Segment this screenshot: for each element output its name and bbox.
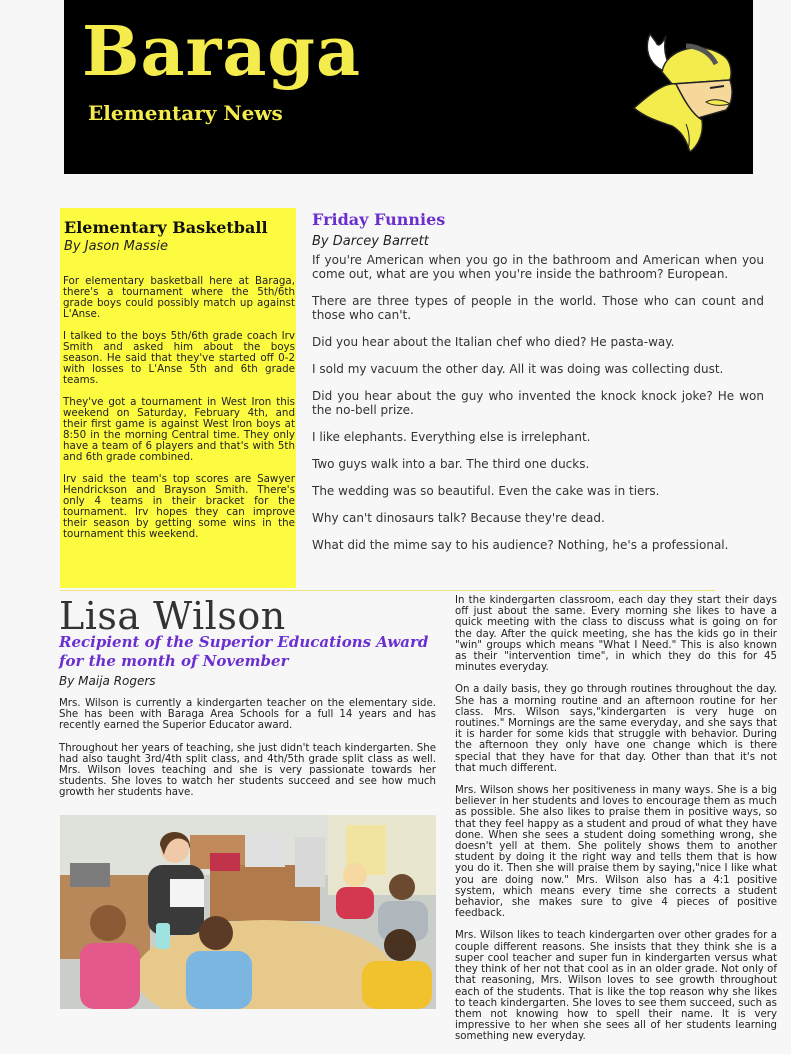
paragraph: For elementary basketball here at Baraga, there's a tournament where the 5th/6th grade boys could possibly match up against L'Anse. (63, 275, 295, 320)
feature-title: Lisa Wilson (59, 594, 286, 638)
joke: The wedding was so beautiful. Even the cake was in tiers. (312, 484, 660, 498)
basketball-article (63, 276, 295, 551)
paragraph: Throughout her years of teaching, she just didn't teach kindergarten. She had also taught 3rd/4th split class, and 4th/5th grade split class as well. Mrs. Wilson loves teaching and she is very passionate towards her students. She loves to watch her students succeed and see how much growth her students have. (59, 742, 436, 799)
joke: What did the mime say to his audience? Nothing, he's a professional. (312, 538, 729, 552)
paragraph: On a daily basis, they go through routines throughout the day. She has a morning routine and an afternoon routine for her class. Mrs. Wilson says,"kindergarten is very huge on routines." Mornings are the same everyday, and she says that it is harder for some kids that struggle with behavior. During the afternoon they only have one change which is there special that they have for that day. Other than that it's not that much different. (455, 684, 777, 774)
paragraph: They've got a tournament in West Iron this weekend on Saturday, February 4th, and their first game is against West Iron boys at 8:50 in the morning Central time. They only have a team of 6 players and that's with 5th and 6th grade combined. (63, 396, 295, 463)
paragraph: Irv said the team's top scores are Sawyer Hendrickson and Brayson Smith. There's only 4 teams in their bracket for the tournament. Irv hopes they can improve their season by getting some wins in the tournament this weekend. (63, 473, 295, 540)
joke: Why can't dinosaurs talk? Because they're dead. (312, 511, 605, 525)
paragraph: Mrs. Wilson shows her positiveness in many ways. She is a big believer in her students and loves to encourage them as much as possible. She also likes to praise them in positive ways, so that they feel happy as a student and proud of what they have done. When she sees a student doing something wrong, she doesn't yell at them. She politely shows them to another student by doing it the right way and tells them that is how you do it. Then she will praise them by saying,"nice I like what you are doing now." Mrs. Wilson also has a 4:1 positive system, which means every time she corrects a student behavior, she makes sure to give 4 pieces of positive feedback. (455, 785, 777, 920)
funnies-title: Friday Funnies (312, 210, 446, 229)
viking-mascot-icon (632, 22, 742, 152)
paragraph: Mrs. Wilson likes to teach kindergarten over other grades for a couple different reasons. She insists that they think she is a super cool teacher and super fun in kindergarten versus what they think of her not that cool as in an older grade. Not only of that reasoning, Mrs. Wilson loves to see growth throughout each of the students. That is like the top reason why she likes to teach kindergarten. She loves to see them succeed, such as them not knowing how to spell their name. It is very impressive to her when she sees all of her students learning something new everyday. (455, 930, 777, 1043)
joke: There are three types of people in the world. Those who can count and those who can't. (312, 294, 764, 322)
section-divider (60, 590, 715, 591)
basketball-title: Elementary Basketball (64, 218, 268, 237)
basketball-author: By Jason Massie (64, 239, 168, 254)
feature-right-column (455, 595, 777, 1054)
paragraph: In the kindergarten classroom, each day they start their days off just about the same. Every morning she likes to have a quick meeting with the class to discuss what is going on for the day. After the quick meeting, she has the kids go in their "win" groups which means "What I Need." This is also known as their "intervention time", in which they do this for 45 minutes everyday. (455, 595, 777, 674)
funnies-author: By Darcey Barrett (312, 234, 429, 249)
paragraph: Mrs. Wilson is currently a kindergarten teacher on the elementary side. She has been with Baraga Area Schools for a full 14 years and has recently earned the Superior Educator award. (59, 698, 436, 732)
joke: I sold my vacuum the other day. All it was doing was collecting dust. (312, 362, 724, 376)
classroom-photo (60, 815, 436, 1009)
newsletter-title: Baraga (82, 12, 362, 92)
feature-author: By Maija Rogers (59, 674, 156, 688)
funnies-article (312, 253, 764, 565)
joke: I like elephants. Everything else is irrelephant. (312, 430, 591, 444)
joke: Two guys walk into a bar. The third one ducks. (312, 457, 590, 471)
feature-left-column (59, 698, 436, 810)
joke: Did you hear about the guy who invented the knock knock joke? He won the no-bell prize. (312, 389, 764, 417)
newsletter-subtitle: Elementary News (88, 101, 283, 125)
joke: If you're American when you go in the bathroom and American when you come out, what are you when you're inside the bathroom? European. (312, 253, 764, 281)
paragraph: I talked to the boys 5th/6th grade coach Irv Smith and asked him about the boys season. He said that they've started off 0-2 with losses to L'Anse 5th and 6th grade teams. (63, 330, 295, 386)
joke: Did you hear about the Italian chef who died? He pasta-way. (312, 335, 675, 349)
feature-subtitle: Recipient of the Superior Educations Award for the month of November (59, 633, 429, 670)
